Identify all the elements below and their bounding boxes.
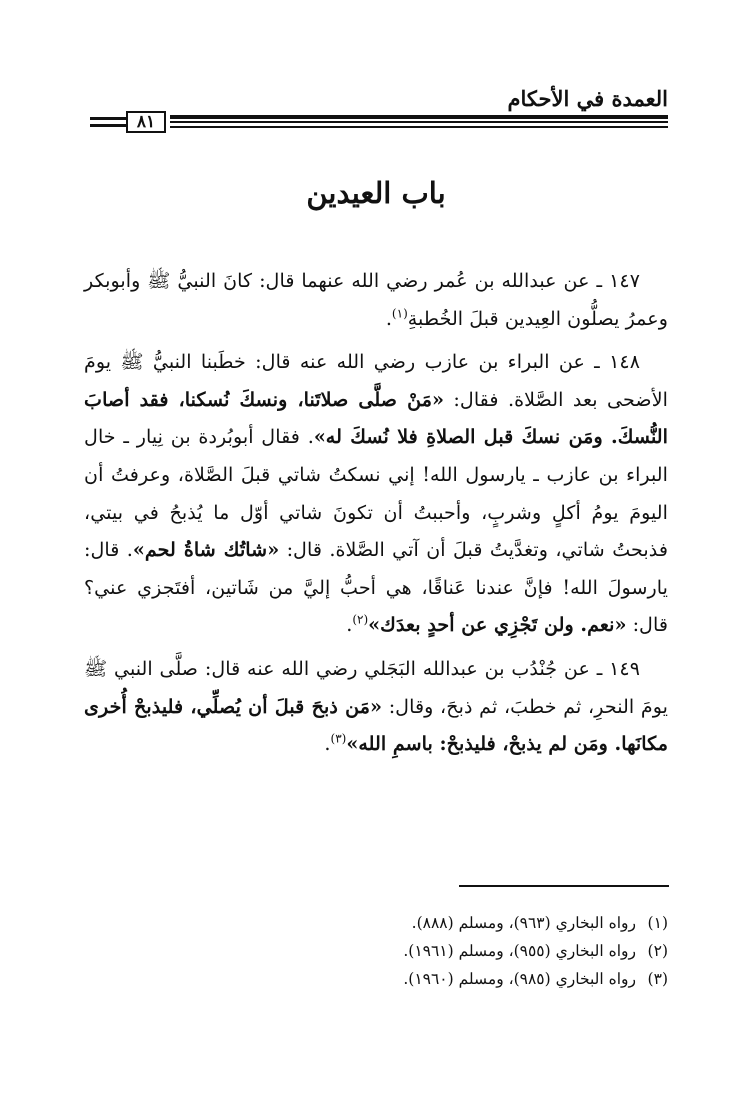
- prophetic-saying: «مَنْ صلَّى صلاتَنا، ونسكَ نُسكنا، فقد أصابَ النُّسكَ. ومَن نسكَ قبل الصلاةِ فلا نُسكَ له»: [84, 387, 668, 449]
- header-rule-stub: [90, 124, 126, 127]
- footnote-ref: (٢): [352, 612, 369, 627]
- footnote-number: (٢): [647, 942, 668, 960]
- footnote: [403, 937, 668, 965]
- footnote-text: رواه البخاري (٩٨٥)، ومسلم (١٩٦٠).: [403, 970, 636, 988]
- footnotes: [403, 909, 668, 993]
- footnote-text: رواه البخاري (٩٦٣)، ومسلم (٨٨٨).: [411, 914, 636, 932]
- footnote-separator: [459, 885, 669, 887]
- hadith-147: [84, 262, 668, 337]
- footnote: [403, 909, 668, 937]
- prophetic-saying: «مَن ذبحَ قبلَ أن يُصلِّي، فليذبحْ أُخرى مكانَها. ومَن لم يذبحْ، فليذبحْ: باسمِ الله»: [84, 694, 668, 756]
- footnote-number: (٣): [647, 970, 668, 988]
- prophetic-saying: «شاتُك شاةُ لحم»: [132, 538, 280, 562]
- hadith-text: . قال: يارسولَ الله! فإنَّ عندنا عَناقًا، هي أحبُّ إليَّ من شَاتين، أفتَجزي عني؟ قال:: [84, 538, 668, 637]
- running-title: العمدة في الأحكام: [507, 86, 668, 111]
- hadith-text: ١٤٩ ـ عن جُنْدُب بن عبدالله البَجَلي رضي الله عنه قال: صلَّى النبي ﷺ يومَ النحرِ، ثم خطبَ، ثم ذبحَ، وقال:: [84, 656, 668, 718]
- hadith-text: ١٤٧ ـ عن عبدالله بن عُمر رضي الله عنهما قال: كانَ النبيُّ ﷺ وأبوبكر وعمرُ يصلُّون العِيدين قبلَ الخُطبةِ: [84, 269, 668, 330]
- footnote: [403, 965, 668, 993]
- hadith-149: [84, 650, 668, 763]
- footnote-number: (١): [647, 914, 668, 932]
- body-text: [84, 262, 668, 769]
- header-rule: [170, 126, 668, 128]
- footnote-ref: (١): [391, 306, 408, 321]
- chapter-title: باب العيدين: [306, 176, 446, 210]
- hadith-text: .: [307, 425, 314, 449]
- prophetic-saying: «نعم. ولن تَجْزِي عن أحدٍ بعدَك»: [368, 613, 627, 637]
- header-rule-stub: [90, 117, 126, 120]
- footnote-ref: (٣): [330, 731, 347, 746]
- hadith-text: .: [324, 732, 331, 756]
- hadith-148: [84, 343, 668, 644]
- header-rule: [170, 115, 668, 119]
- hadith-text: .: [346, 613, 353, 637]
- hadith-text: .: [385, 306, 392, 330]
- hadith-text: فقال أبوبُردة بن نِيار ـ خال البراء بن عازب ـ يارسول الله! إني نسكتُ شاتي قبلَ الصَّلاة، وعرفتُ أن اليومَ يومُ أكلٍ وشربٍ، وأحببتُ أن تكونَ شاتي أوّل ما يُذبحُ في بيتي، فذبحتُ شاتي، وتغدَّيتُ قبلَ أن آتي الصَّلاة. قال:: [84, 425, 668, 562]
- header-rule: [170, 121, 668, 123]
- page-number: ٨١: [126, 111, 166, 133]
- footnote-text: رواه البخاري (٩٥٥)، ومسلم (١٩٦١).: [403, 942, 636, 960]
- hadith-text: ١٤٨ ـ عن البراء بن عازب رضي الله عنه قال: خطَبنا النبيُّ ﷺ يومَ الأضحى بعد الصَّلاة. فقال:: [84, 350, 668, 411]
